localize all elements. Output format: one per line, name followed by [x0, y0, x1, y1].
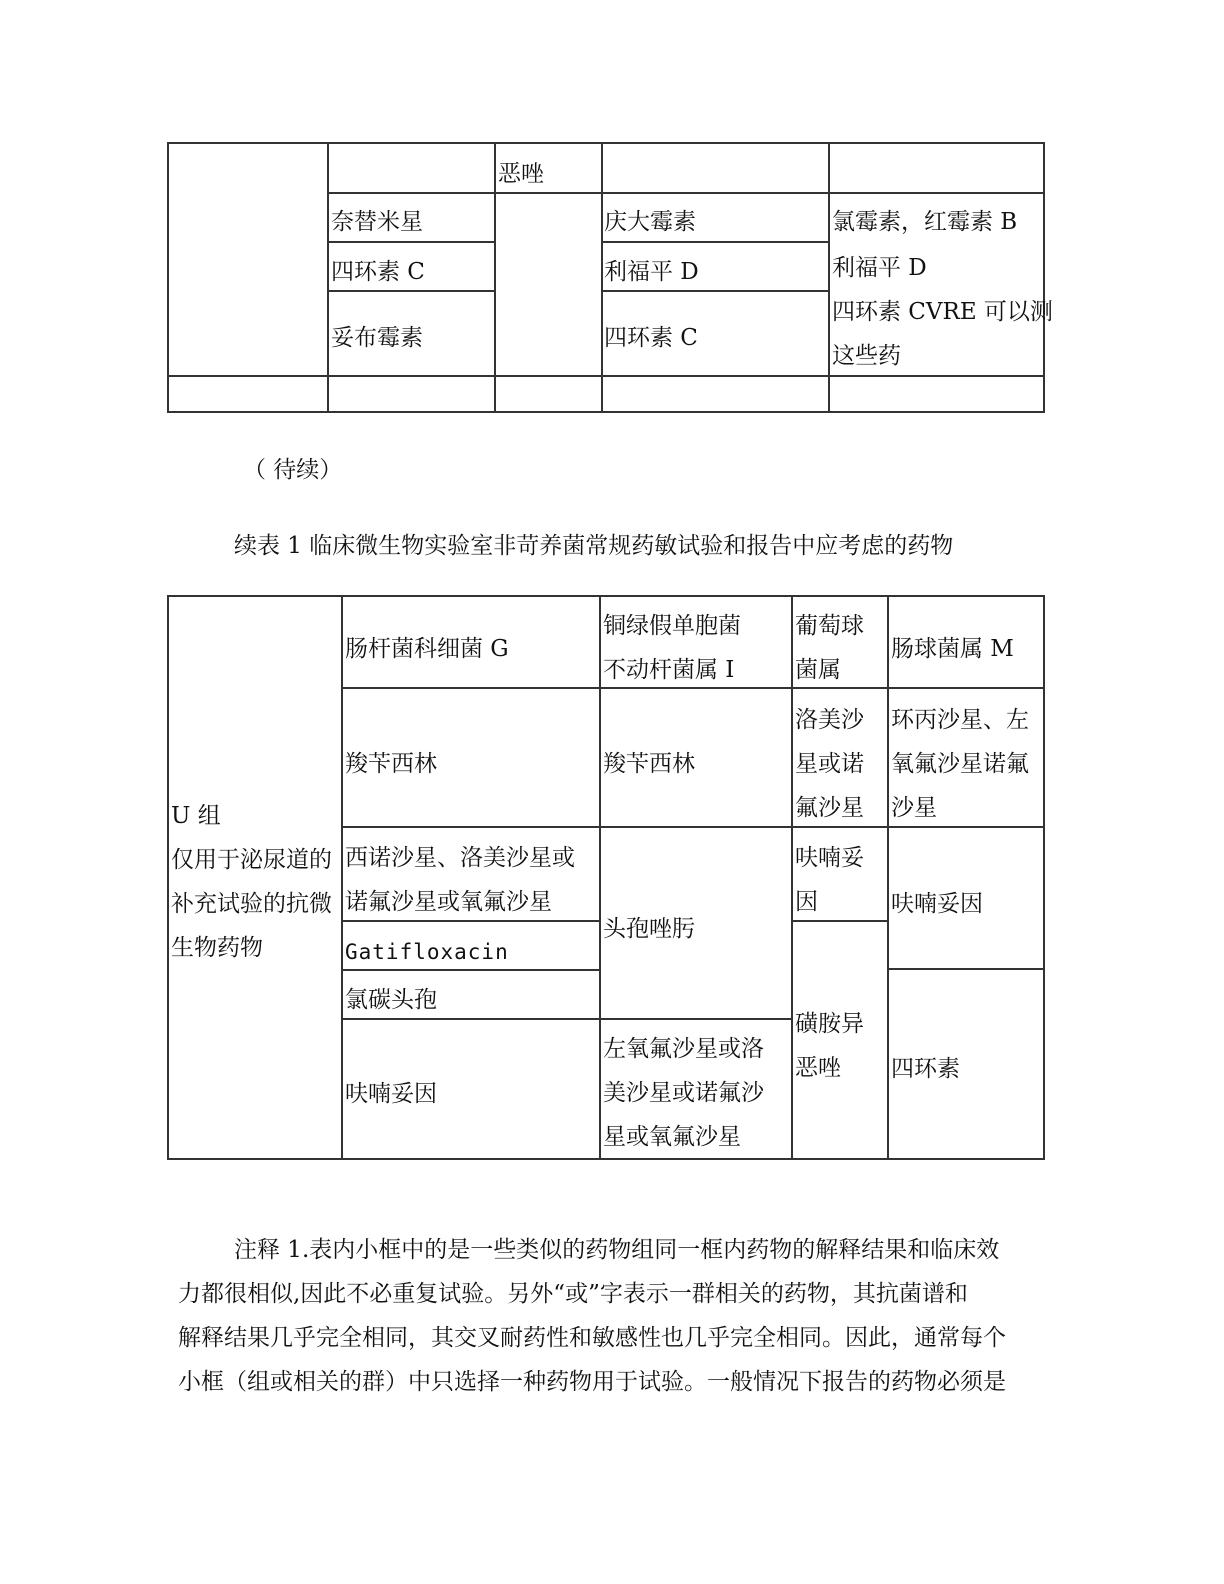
table-cell: 西诺沙星、洛美沙星或 [345, 845, 575, 871]
note-line: 注释 1.表内小框中的是一些类似的药物组同一框内药物的解释结果和临床效 [234, 1237, 1000, 1263]
table-cell: 星或氧氟沙星 [603, 1124, 741, 1150]
table-cell: 沙星 [891, 795, 937, 821]
table-cell: 呋喃妥因 [345, 1081, 437, 1107]
divider [494, 142, 496, 413]
divider [327, 142, 329, 413]
group-label: U 组 [171, 803, 221, 829]
group-label: 生物药物 [171, 935, 263, 961]
table-cell: 左氧氟沙星或洛 [603, 1036, 764, 1062]
column-header: 菌属 [795, 657, 841, 683]
divider [599, 595, 601, 1160]
column-header: 不动杆菌属 I [603, 657, 735, 683]
table-cell: 头孢唑肟 [603, 916, 695, 942]
divider [887, 968, 1045, 970]
table-cell: 四环素 C [331, 259, 425, 285]
table-cell: 诺氟沙星或氧氟沙星 [345, 889, 552, 915]
divider [791, 595, 793, 1160]
column-header: 肠球菌属 M [891, 636, 1014, 662]
table-cell: 奈替米星 [331, 209, 423, 235]
group-label: 补充试验的抗微 [171, 891, 332, 917]
table-cell: 氟沙星 [795, 795, 864, 821]
pending-note: （ 待续） [243, 457, 343, 483]
divider [341, 826, 1045, 828]
divider [341, 595, 343, 1160]
table-cell: 氯碳头孢 [345, 987, 437, 1013]
divider [828, 142, 830, 413]
table-cell: 庆大霉素 [604, 209, 696, 235]
note-line: 解释结果几乎完全相同，其交叉耐药性和敏感性也几乎完全相同。因此，通常每个 [178, 1325, 1006, 1351]
note-line: 力都很相似,因此不必重复试验。另外“或”字表示一群相关的药物，其抗菌谱和 [178, 1281, 968, 1307]
table-cell: 恶唑 [795, 1055, 841, 1081]
table-cell: 利福平 D [604, 259, 699, 285]
table-cell: 洛美沙 [795, 707, 864, 733]
table-cell: 羧苄西林 [603, 751, 695, 777]
table-caption: 续表 1 临床微生物实验室非苛养菌常规药敏试验和报告中应考虑的药物 [234, 533, 954, 559]
note-paragraph [178, 1228, 1038, 1404]
table-cell: 呋喃妥因 [891, 891, 983, 917]
table-cell: 环丙沙星、左 [891, 707, 1029, 733]
table-cell: 氯霉素，红霉素 B [832, 209, 1018, 235]
table-cell: 氧氟沙星诺氟 [891, 751, 1029, 777]
column-header: 葡萄球 [795, 613, 864, 639]
divider [167, 375, 1045, 377]
table-cell: Gatifloxacin [345, 940, 509, 964]
table-cell: 妥布霉素 [331, 325, 423, 351]
note-line: 小框（组或相关的群）中只选择一种药物用于试验。一般情况下报告的药物必须是 [178, 1369, 1006, 1395]
divider [887, 595, 889, 1160]
table-cell: 呋喃妥 [795, 845, 864, 871]
table-cell: 四环素 C [604, 325, 698, 351]
table-cell: 恶唑 [498, 161, 544, 187]
table-cell: 美沙星或诺氟沙 [603, 1080, 764, 1106]
divider [601, 142, 603, 413]
table-cell: 四环素 CVRE 可以测 [832, 299, 1053, 325]
divider [327, 192, 1045, 194]
table-cell: 利福平 D [832, 255, 927, 281]
table-cell: 这些药 [832, 343, 901, 369]
table-cell: 因 [795, 889, 818, 915]
group-label: 仅用于泌尿道的 [171, 847, 332, 873]
table-cell: 羧苄西林 [345, 751, 437, 777]
table-cell: 星或诺 [795, 751, 864, 777]
table-cell: 四环素 [891, 1056, 960, 1082]
table-cell: 磺胺异 [795, 1011, 864, 1037]
column-header: 铜绿假单胞菌 [603, 613, 741, 639]
column-header: 肠杆菌科细菌 G [345, 636, 509, 662]
